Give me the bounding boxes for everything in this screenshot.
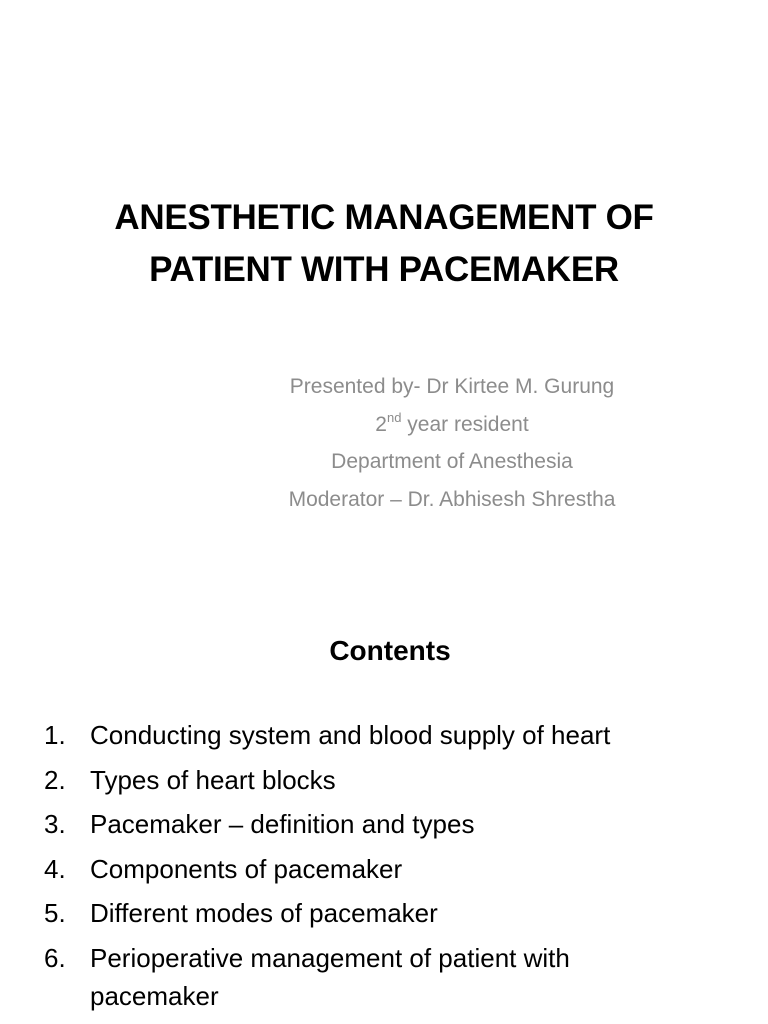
item-number: 3.: [44, 809, 66, 839]
year-ordinal-suffix: nd: [386, 409, 402, 425]
contents-item: [44, 850, 744, 888]
item-number: 6.: [44, 942, 66, 973]
title-line-2: PATIENT WITH PACEMAKER: [149, 250, 619, 289]
item-number: 1.: [44, 720, 66, 750]
department-line: Department of Anesthesia: [331, 450, 573, 473]
year-rest: year resident: [401, 412, 529, 436]
contents-heading: Contents: [329, 635, 451, 666]
presenter-line: Presented by- Dr Kirtee M. Gurung: [289, 375, 615, 398]
slide-title: [0, 192, 768, 296]
contents-list: [44, 716, 744, 1021]
item-text: Components of pacemaker: [90, 853, 403, 884]
item-text: Pacemaker – definition and types: [90, 809, 475, 839]
item-number: 4.: [44, 853, 66, 884]
contents-item: [44, 805, 744, 843]
moderator-line: Moderator – Dr. Abhisesh Shrestha: [288, 487, 616, 511]
year-number: 2: [375, 412, 387, 436]
item-number: 5.: [44, 898, 66, 928]
contents-slide: [0, 576, 768, 1024]
contents-item: [44, 761, 744, 799]
resident-year-line: [232, 406, 672, 444]
item-number: 2.: [44, 764, 66, 795]
item-text: Conducting system and blood supply of heart: [90, 720, 611, 750]
item-text: Different modes of pacemaker: [90, 898, 438, 928]
item-text: Perioperative management of patient with pacemaker: [90, 942, 570, 1011]
item-text: Types of heart blocks: [90, 764, 336, 795]
contents-item: [44, 894, 744, 932]
title-line-1: ANESTHETIC MANAGEMENT OF: [114, 198, 654, 237]
contents-item: [44, 716, 744, 754]
presenter-info: [232, 368, 672, 518]
contents-item: [44, 939, 744, 1015]
